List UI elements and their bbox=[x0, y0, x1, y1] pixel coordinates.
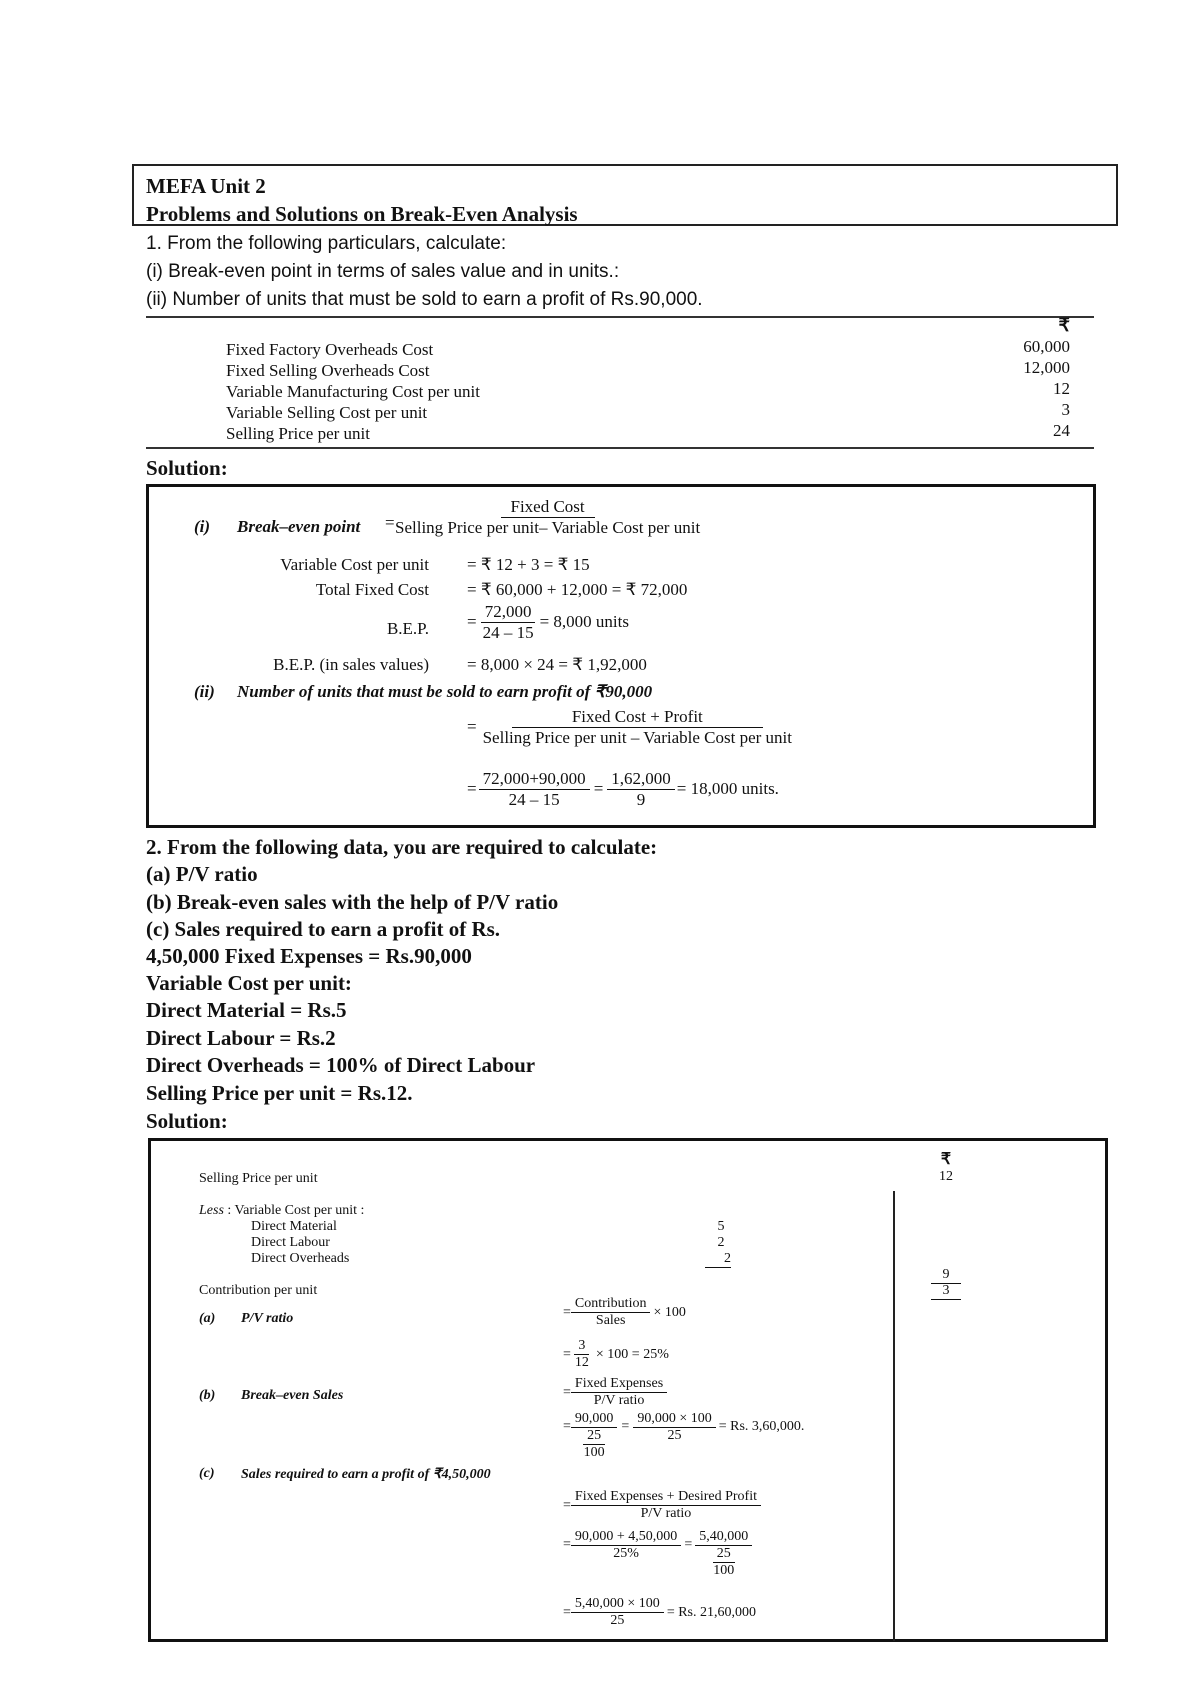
document-title: MEFA Unit 2 bbox=[146, 174, 266, 198]
sales-result: = Rs. 21,60,000 bbox=[666, 1604, 756, 1620]
bes-calc2-denominator: 25 bbox=[667, 1428, 682, 1444]
sales-calc-numerator: 90,000 + 4,50,000 bbox=[571, 1529, 681, 1546]
sales-calculation: = $\frac{90,000 + 4,50,000}{25\%}$ = 5,40,000 25 100 bbox=[563, 1529, 752, 1579]
part-ii-denominator: Selling Price per unit – Variable Cost per unit bbox=[482, 727, 793, 747]
sales-denominator: P/V ratio bbox=[640, 1506, 692, 1522]
pv-calc-numerator: 3 bbox=[574, 1338, 589, 1355]
q1-line-2: (i) Break-even point in terms of sales value and in units.: bbox=[146, 261, 620, 282]
dm-value: 5 bbox=[717, 1219, 725, 1234]
tfc-value: = ₹ 60,000 + 12,000 = ₹ 72,000 bbox=[467, 580, 688, 599]
q2-line: Direct Overheads = 100% of Direct Labour bbox=[146, 1053, 536, 1077]
q2-line: (b) Break-even sales with the help of P/V ratio bbox=[146, 890, 559, 914]
part-c-marker: (c) bbox=[199, 1466, 215, 1481]
title-box bbox=[132, 164, 1118, 226]
q1-table-label: Selling Price per unit bbox=[226, 424, 371, 443]
q1-solution-label: Solution: bbox=[146, 456, 228, 480]
vc-label: Variable Cost per unit bbox=[280, 555, 429, 574]
sp-label: Selling Price per unit bbox=[199, 1171, 318, 1186]
part-b-label: Break–even Sales bbox=[241, 1388, 344, 1403]
contribution-label: Contribution per unit bbox=[199, 1283, 318, 1298]
sp-value: 12 bbox=[939, 1169, 953, 1184]
q1-table-label: Variable Manufacturing Cost per unit bbox=[226, 382, 480, 401]
bep-units-label: B.E.P. bbox=[386, 619, 429, 638]
sales-calc-denominator: 25% bbox=[613, 1546, 639, 1562]
part-ii-marker: (ii) bbox=[194, 682, 215, 701]
q1-table-label: Fixed Selling Overheads Cost bbox=[226, 361, 430, 380]
bep-formula bbox=[391, 497, 704, 537]
tfc-label: Total Fixed Cost bbox=[315, 580, 429, 599]
part-ii-calc-numerator: 72,000+90,000 bbox=[479, 769, 590, 790]
part-c-label: Sales required to earn a profit of ₹4,50,000 bbox=[241, 1467, 491, 1482]
sales-formula: = $\frac{\text{Fixed Expenses + Desired Profit}}{\text{P/V ratio}}$ bbox=[563, 1489, 761, 1522]
bes-calculation: = 90,000 25 100 = $\frac{90,000 \times 100}{25}$ = Rs. 3,60,000. bbox=[563, 1411, 805, 1461]
q1-table-value: 3 bbox=[1061, 400, 1070, 419]
part-ii-calc2-numerator: 1,62,000 bbox=[607, 769, 675, 790]
bep-units-result: = 8,000 units bbox=[539, 612, 629, 632]
q2-line: 2. From the following data, you are required to calculate: bbox=[146, 835, 658, 859]
bes-calc2-numerator: 90,000 × 100 bbox=[633, 1411, 715, 1428]
q1-table-value: 24 bbox=[1053, 421, 1070, 440]
bes-formula: = $\frac{\text{Fixed Expenses}}{\text{P/V ratio}}$ bbox=[563, 1376, 667, 1409]
q1-table-value: 60,000 bbox=[1023, 337, 1070, 356]
q1-table-label: Fixed Factory Overheads Cost bbox=[226, 340, 434, 359]
sales-final-denominator: 25 bbox=[610, 1613, 625, 1629]
bes-calc-den-denominator: 100 bbox=[583, 1445, 605, 1461]
variable-cost-label: : Variable Cost per unit : bbox=[227, 1203, 365, 1218]
part-a-marker: (a) bbox=[199, 1311, 216, 1326]
q2-line: Direct Labour = Rs.2 bbox=[146, 1026, 336, 1050]
bep-sales-label: B.E.P. (in sales values) bbox=[273, 655, 429, 674]
bes-calc-den-numerator: 25 bbox=[583, 1428, 605, 1445]
less-label: Less bbox=[199, 1203, 224, 1218]
q2-line: Selling Price per unit = Rs.12. bbox=[146, 1081, 413, 1105]
column-divider bbox=[893, 1191, 895, 1641]
pv-calc-denominator: 12 bbox=[574, 1355, 589, 1371]
part-ii-calc-denominator: 24 – 15 bbox=[508, 789, 560, 809]
pv-numerator: Contribution bbox=[571, 1296, 651, 1313]
part-b-marker: (b) bbox=[199, 1388, 216, 1403]
bep-denominator: Selling Price per unit– Variable Cost per unit bbox=[395, 517, 701, 537]
vc-value: = ₹ 12 + 3 = ₹ 15 bbox=[467, 555, 590, 574]
equals-sign: = bbox=[385, 513, 395, 532]
pv-formula: = $\frac{\text{Contribution}}{\text{Sales}}$ × 100 bbox=[563, 1296, 686, 1329]
part-ii-calculation: = $\frac{72,000+90,000}{24 - 15}$ = $\frac{1,62,000}{9}$ = 18,000 units. bbox=[467, 769, 779, 809]
bep-units-formula: = $\frac{72,000}{24 - 15}$ = 8,000 units bbox=[467, 602, 629, 642]
q1-solution-box bbox=[146, 484, 1096, 828]
bes-denominator: P/V ratio bbox=[593, 1393, 645, 1409]
bes-numerator: Fixed Expenses bbox=[571, 1376, 667, 1393]
sales-numerator: Fixed Expenses + Desired Profit bbox=[571, 1489, 761, 1506]
pv-calculation: = $\frac{3}{12}$ × 100 = 25% bbox=[563, 1338, 669, 1371]
dm-label: Direct Material bbox=[251, 1219, 337, 1234]
vc-total: 9 bbox=[931, 1267, 961, 1284]
q2-line: Variable Cost per unit: bbox=[146, 971, 352, 995]
bep-units-numerator: 72,000 bbox=[481, 602, 536, 623]
part-ii-result: = 18,000 units. bbox=[676, 779, 779, 799]
q1-line-3: (ii) Number of units that must be sold to earn a profit of Rs.90,000. bbox=[146, 289, 703, 310]
q2-line: 4,50,000 Fixed Expenses = Rs.90,000 bbox=[146, 944, 472, 968]
q1-line-1: 1. From the following particulars, calculate: bbox=[146, 233, 507, 254]
q1-table-value: 12,000 bbox=[1023, 358, 1070, 377]
part-ii-formula: = $\frac{\text{Fixed Cost + Profit}}{\text{Selling Price per unit – Variable Cost per unit}}$ bbox=[467, 707, 796, 747]
q2-line: (c) Sales required to earn a profit of Rs. bbox=[146, 917, 501, 941]
dl-value: 2 bbox=[717, 1235, 725, 1250]
sales-calc2-den-denominator: 100 bbox=[713, 1563, 735, 1579]
pv-denominator: Sales bbox=[595, 1313, 626, 1329]
dl-label: Direct Labour bbox=[251, 1235, 330, 1250]
bep-numerator: Fixed Cost bbox=[501, 497, 595, 518]
q1-table-value: 12 bbox=[1053, 379, 1070, 398]
part-ii-numerator: Fixed Cost + Profit bbox=[512, 707, 763, 728]
do-value: 2 bbox=[705, 1251, 731, 1268]
sales-final: = $\frac{5,40,000 \times 100}{25}$ = Rs. 21,60,000 bbox=[563, 1596, 756, 1629]
part-ii-calc2-denominator: 9 bbox=[636, 789, 646, 809]
bes-calc-numerator: 90,000 bbox=[571, 1411, 618, 1428]
q1-table-label: Variable Selling Cost per unit bbox=[226, 403, 428, 422]
table-top-rule bbox=[146, 316, 1094, 318]
currency-header: ₹ bbox=[940, 1151, 952, 1168]
table-bottom-rule bbox=[146, 447, 1094, 449]
q2-line: Direct Material = Rs.5 bbox=[146, 998, 347, 1022]
q2-line: (a) P/V ratio bbox=[146, 862, 258, 886]
sales-final-numerator: 5,40,000 × 100 bbox=[571, 1596, 664, 1613]
bes-result: = Rs. 3,60,000. bbox=[718, 1419, 805, 1434]
bep-sales-value: = 8,000 × 24 = ₹ 1,92,000 bbox=[467, 655, 647, 674]
q2-solution-label: Solution: bbox=[146, 1109, 228, 1133]
part-a-label: P/V ratio bbox=[241, 1311, 294, 1326]
do-label: Direct Overheads bbox=[251, 1251, 350, 1266]
contribution-value: 3 bbox=[931, 1283, 961, 1300]
currency-header: ₹ bbox=[1058, 315, 1070, 335]
q2-solution-box bbox=[148, 1138, 1108, 1642]
sales-calc2-den-numerator: 25 bbox=[713, 1546, 735, 1563]
bep-units-denominator: 24 – 15 bbox=[482, 622, 534, 642]
variable-cost-header bbox=[199, 1203, 364, 1219]
part-ii-text: Number of units that must be sold to earn profit of ₹90,000 bbox=[237, 682, 653, 701]
document-subtitle: Problems and Solutions on Break-Even Analysis bbox=[146, 202, 578, 226]
bep-label: Break–even point bbox=[237, 517, 361, 536]
sales-calc2-numerator: 5,40,000 bbox=[695, 1529, 752, 1546]
pv-result: × 100 = 25% bbox=[595, 1346, 669, 1362]
part-i-marker: (i) bbox=[194, 517, 211, 536]
pv-tail: × 100 bbox=[653, 1304, 686, 1320]
